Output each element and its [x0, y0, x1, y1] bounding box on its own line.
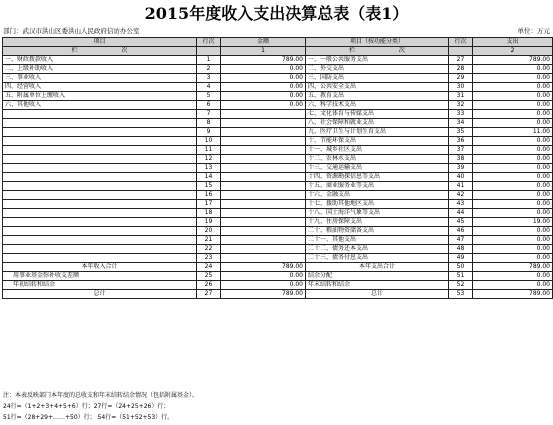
unit-label: 单位：万元: [517, 27, 550, 35]
income-amount: [221, 173, 306, 182]
expend-item: 十九、住房保障支出: [306, 218, 449, 227]
income-item: [3, 164, 197, 173]
expend-amount: 0.00: [473, 236, 553, 245]
income-amount: [221, 245, 306, 254]
income-lineno: 25: [197, 272, 221, 281]
income-lineno: 3: [197, 74, 221, 83]
income-lineno: 27: [197, 290, 221, 299]
income-lineno: 2: [197, 65, 221, 74]
expend-amount: 0.00: [473, 209, 553, 218]
income-lineno: 14: [197, 173, 221, 182]
expend-lineno: 30: [449, 83, 473, 92]
expend-lineno: 46: [449, 227, 473, 236]
income-amount: 789.00: [221, 56, 306, 65]
expend-lineno: 40: [449, 173, 473, 182]
income-item: 二、上级补助收入: [3, 65, 197, 74]
income-item: [3, 191, 197, 200]
income-item: [3, 128, 197, 137]
expend-lineno: 48: [449, 245, 473, 254]
expend-item: 六、科学技术支出: [306, 101, 449, 110]
income-item: [3, 155, 197, 164]
table-row: [3, 146, 553, 155]
expend-amount: 0.00: [473, 92, 553, 101]
income-amount: [221, 119, 306, 128]
income-lineno: 17: [197, 200, 221, 209]
expend-item: 十三、交通运输支出: [306, 164, 449, 173]
income-amount: 0.00: [221, 83, 306, 92]
note-line: 51行=（28+29+……+50）行； 54行=（51+52+53）行。: [3, 414, 174, 421]
income-amount: [221, 128, 306, 137]
income-lineno: 23: [197, 254, 221, 263]
expend-lineno: 37: [449, 146, 473, 155]
income-item: [3, 254, 197, 263]
table-row: [3, 272, 553, 281]
expend-amount: 0.00: [473, 110, 553, 119]
table-row: [3, 74, 553, 83]
table-row: [3, 281, 553, 290]
income-lineno: 6: [197, 101, 221, 110]
income-item: [3, 227, 197, 236]
income-amount: [221, 191, 306, 200]
table-row: [3, 209, 553, 218]
expend-item: 七、文化体育与传媒支出: [306, 110, 449, 119]
expend-lineno: 28: [449, 65, 473, 74]
expend-lineno: 51: [449, 272, 473, 281]
expend-lineno: 38: [449, 155, 473, 164]
budget-table: [2, 37, 553, 299]
table-row: [3, 110, 553, 119]
expend-lineno: 29: [449, 74, 473, 83]
expend-lineno: 42: [449, 191, 473, 200]
table-row: [3, 155, 553, 164]
table-row: [3, 263, 553, 272]
income-amount: 0.00: [221, 65, 306, 74]
department-label: 部门：武汉市洪山区委洪山人民政府信访办公室: [3, 27, 140, 35]
header-lineno-right: 行次: [449, 38, 473, 47]
expend-lineno: 47: [449, 236, 473, 245]
table-row: [3, 137, 553, 146]
expend-item: 八、社会保障和就业支出: [306, 119, 449, 128]
income-amount: [221, 218, 306, 227]
income-amount: 789.00: [221, 263, 306, 272]
expend-item: 一、一般公共服务支出: [306, 56, 449, 65]
expend-item: 年末结转和结余: [306, 281, 449, 290]
expend-amount: 0.00: [473, 227, 553, 236]
expend-item: 九、医疗卫生与计划生育支出: [306, 128, 449, 137]
expend-lineno: 32: [449, 101, 473, 110]
income-amount: 0.00: [221, 101, 306, 110]
expend-amount: 0.00: [473, 164, 553, 173]
income-item: 三、事业收入: [3, 74, 197, 83]
expend-lineno: 34: [449, 119, 473, 128]
subheader-col-label-right: 栏 次: [306, 47, 449, 56]
expend-item: 二十一、其他支出: [306, 236, 449, 245]
table-row: [3, 245, 553, 254]
expend-amount: 0.00: [473, 65, 553, 74]
header-expend: 支出: [473, 38, 553, 47]
income-item: 用事业基金弥补收支差额: [3, 272, 197, 281]
expend-lineno: 27: [449, 56, 473, 65]
expend-item: 结余分配: [306, 272, 449, 281]
expend-amount: 0.00: [473, 173, 553, 182]
expend-item: 五、教育支出: [306, 92, 449, 101]
expend-item: 二十、粮油物资储备支出: [306, 227, 449, 236]
expend-lineno: 33: [449, 110, 473, 119]
income-lineno: 22: [197, 245, 221, 254]
table-header-row: [3, 38, 553, 47]
expend-item: 十八、国土海洋气象等支出: [306, 209, 449, 218]
expend-lineno: 49: [449, 254, 473, 263]
income-amount: 0.00: [221, 281, 306, 290]
income-item: [3, 182, 197, 191]
expend-amount: 789.00: [473, 263, 553, 272]
table-row: [3, 83, 553, 92]
income-item: [3, 209, 197, 218]
expend-amount: 0.00: [473, 245, 553, 254]
expend-amount: 789.00: [473, 290, 553, 299]
expend-lineno: 50: [449, 263, 473, 272]
table-row: [3, 290, 553, 299]
header-amount: 金额: [221, 38, 306, 47]
table-row: [3, 227, 553, 236]
income-lineno: 10: [197, 137, 221, 146]
note-line: 注：本表反映部门本年度的总收支和年末结转结余情况（包括附属基金）。: [3, 392, 199, 399]
income-amount: 0.00: [221, 74, 306, 83]
income-lineno: 8: [197, 119, 221, 128]
expend-amount: 0.00: [473, 254, 553, 263]
income-amount: [221, 209, 306, 218]
expend-amount: 0.00: [473, 182, 553, 191]
expend-lineno: 44: [449, 209, 473, 218]
expend-lineno: 52: [449, 281, 473, 290]
notes-block: [3, 390, 198, 423]
income-item: [3, 137, 197, 146]
table-row: [3, 128, 553, 137]
income-amount: [221, 110, 306, 119]
income-lineno: 4: [197, 83, 221, 92]
income-lineno: 11: [197, 146, 221, 155]
table-row: [3, 56, 553, 65]
income-amount: [221, 227, 306, 236]
income-lineno: 24: [197, 263, 221, 272]
income-item: 四、经营收入: [3, 83, 197, 92]
income-item: [3, 110, 197, 119]
income-item: 年初结转和结余: [3, 281, 197, 290]
income-lineno: 5: [197, 92, 221, 101]
expend-item: 十六、金融支出: [306, 191, 449, 200]
expend-item: 十七、援助其他地区支出: [306, 200, 449, 209]
income-amount: [221, 182, 306, 191]
subheader-col-label: 栏 次: [3, 47, 197, 56]
table-row: [3, 101, 553, 110]
note-line: 24行=（1+2+3+4+5+6）行；27行=（24+25+26）行；: [3, 403, 170, 410]
expend-item: 二、外交支出: [306, 65, 449, 74]
income-item: [3, 218, 197, 227]
income-lineno: 26: [197, 281, 221, 290]
expend-lineno: 35: [449, 128, 473, 137]
income-item: [3, 173, 197, 182]
report-title: 2015年度收入支出决算总表（表1）: [144, 4, 409, 23]
header-item-right: 项目（按功能分类）: [306, 38, 449, 47]
expend-amount: 0.00: [473, 146, 553, 155]
expend-item: 总计: [306, 290, 449, 299]
income-lineno: 13: [197, 164, 221, 173]
expend-lineno: 31: [449, 92, 473, 101]
income-amount: 0.00: [221, 272, 306, 281]
expend-amount: 0.00: [473, 74, 553, 83]
income-lineno: 15: [197, 182, 221, 191]
header-lineno: 行次: [197, 38, 221, 47]
table-row: [3, 92, 553, 101]
income-amount: [221, 254, 306, 263]
income-lineno: 9: [197, 128, 221, 137]
table-row: [3, 119, 553, 128]
expend-item: 十五、商业服务业等支出: [306, 182, 449, 191]
expend-lineno: 39: [449, 164, 473, 173]
income-lineno: 12: [197, 155, 221, 164]
subheader-col-1: 1: [221, 47, 306, 56]
table-row: [3, 236, 553, 245]
expend-amount: 0.00: [473, 200, 553, 209]
expend-item: 十、节能环保支出: [306, 137, 449, 146]
expend-lineno: 41: [449, 182, 473, 191]
expend-amount: 0.00: [473, 101, 553, 110]
expend-item: 十四、资源勘探信息等支出: [306, 173, 449, 182]
expend-lineno: 45: [449, 218, 473, 227]
income-item: 五、附属单位上缴收入: [3, 92, 197, 101]
expend-item: 二十三、债务付息支出: [306, 254, 449, 263]
expend-item: 十一、城乡社区支出: [306, 146, 449, 155]
expend-amount: 0.00: [473, 281, 553, 290]
income-item: [3, 119, 197, 128]
income-lineno: 7: [197, 110, 221, 119]
subheader-col-2: 2: [473, 47, 553, 56]
expend-lineno: 53: [449, 290, 473, 299]
table-row: [3, 182, 553, 191]
income-lineno: 20: [197, 227, 221, 236]
expend-item: 十二、农林水支出: [306, 155, 449, 164]
expend-lineno: 36: [449, 137, 473, 146]
expend-amount: 0.00: [473, 272, 553, 281]
income-item: [3, 236, 197, 245]
table-subheader-row: [3, 47, 553, 56]
income-item: [3, 200, 197, 209]
income-lineno: 16: [197, 191, 221, 200]
income-lineno: 19: [197, 218, 221, 227]
income-lineno: 18: [197, 209, 221, 218]
expend-item: 三、国防支出: [306, 74, 449, 83]
expend-amount: 11.00: [473, 128, 553, 137]
table-row: [3, 164, 553, 173]
income-item: 六、其他收入: [3, 101, 197, 110]
expend-amount: 789.00: [473, 56, 553, 65]
table-row: [3, 218, 553, 227]
expend-item: 本年支出合计: [306, 263, 449, 272]
income-amount: [221, 146, 306, 155]
income-amount: [221, 200, 306, 209]
expend-amount: 0.00: [473, 137, 553, 146]
income-amount: 789.00: [221, 290, 306, 299]
table-row: [3, 65, 553, 74]
expend-amount: 19.00: [473, 218, 553, 227]
income-lineno: 21: [197, 236, 221, 245]
income-amount: [221, 155, 306, 164]
income-amount: [221, 137, 306, 146]
expend-amount: 0.00: [473, 155, 553, 164]
income-item: [3, 245, 197, 254]
expend-amount: 0.00: [473, 191, 553, 200]
income-item: 总计: [3, 290, 197, 299]
income-amount: 0.00: [221, 92, 306, 101]
table-row: [3, 254, 553, 263]
income-item: 一、财政拨款收入: [3, 56, 197, 65]
table-row: [3, 200, 553, 209]
income-item: 本年收入合计: [3, 263, 197, 272]
income-amount: [221, 164, 306, 173]
income-lineno: 1: [197, 56, 221, 65]
expend-amount: 0.00: [473, 83, 553, 92]
header-item: 项目: [3, 38, 197, 47]
table-row: [3, 191, 553, 200]
income-item: [3, 146, 197, 155]
expend-amount: 0.00: [473, 119, 553, 128]
expend-lineno: 43: [449, 200, 473, 209]
table-row: [3, 173, 553, 182]
income-amount: [221, 236, 306, 245]
expend-item: 四、公共安全支出: [306, 83, 449, 92]
expend-item: 二十二、债务还本支出: [306, 245, 449, 254]
